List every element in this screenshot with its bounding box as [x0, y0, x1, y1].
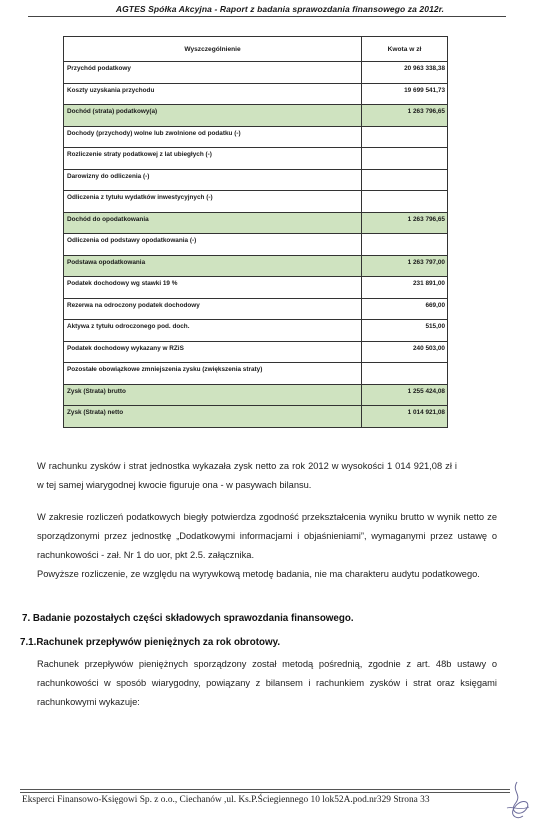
table-header-row — [64, 37, 448, 62]
row-label: Pozostałe obowiązkowe zmniejszenia zysku (zwiększenia straty) — [64, 363, 362, 385]
row-label: Podatek dochodowy wykazany w RZiS — [64, 341, 362, 363]
row-amount: 1 263 796,65 — [362, 212, 448, 234]
table-row — [64, 169, 448, 191]
profit-paragraph — [37, 457, 457, 495]
paragraph-text: Powyższe rozliczenie, ze względu na wyrywkową metodę badania, nie ma charakteru audytu podatkowego. — [37, 569, 480, 579]
row-amount — [362, 363, 448, 385]
row-amount: 231 891,00 — [362, 277, 448, 299]
row-amount: 1 255 424,08 — [362, 384, 448, 406]
header-rule — [28, 16, 506, 17]
page-footer: Eksperci Finansowo-Księgowi Sp. z o.o., Ciechanów ,ul. Ks.P.Ściegiennego 10 lok52A.pod.nr329 Strona 33 — [22, 795, 430, 805]
row-amount — [362, 234, 448, 256]
tax-settlement-paragraph — [37, 508, 497, 584]
row-amount: 20 963 338,38 — [362, 62, 448, 84]
table-row — [64, 148, 448, 170]
row-label: Dochód (strata) podatkowy(a) — [64, 105, 362, 127]
table-body — [64, 62, 448, 428]
footer-rule — [20, 789, 510, 790]
row-amount — [362, 169, 448, 191]
column-header: Wyszczególnienie — [64, 37, 362, 62]
table-row — [64, 83, 448, 105]
row-label: Podstawa opodatkowania — [64, 255, 362, 277]
row-amount: 515,00 — [362, 320, 448, 342]
section-heading-7-1: 7.1.Rachunek przepływów pieniężnych za rok obrotowy. — [20, 637, 281, 648]
row-label: Podatek dochodowy wg stawki 19 % — [64, 277, 362, 299]
section-heading-7: 7. Badanie pozostałych części składowych sprawozdania finansowego. — [22, 613, 354, 624]
row-label: Darowizny do odliczenia (-) — [64, 169, 362, 191]
row-amount: 669,00 — [362, 298, 448, 320]
table-row — [64, 277, 448, 299]
table-row — [64, 406, 448, 428]
table-row — [64, 320, 448, 342]
row-amount — [362, 148, 448, 170]
row-label: Odliczenia z tytułu wydatków inwestycyjnych (-) — [64, 191, 362, 213]
row-label: Dochód do opodatkowania — [64, 212, 362, 234]
paragraph-text: Rachunek przepływów pieniężnych sporządzony został metodą pośrednią, zgodnie z art. 48b ustawy o rachunkowości w sposób wiarygodny, powiązany z bilansem i rachunkiem zysków i strat oraz księgami rachunkowymi wykazuje: — [37, 659, 497, 707]
table-row — [64, 212, 448, 234]
footer-rule — [20, 792, 510, 793]
table-row — [64, 298, 448, 320]
paragraph-text: W rachunku zysków i strat jednostka wykazała zysk netto za rok 2012 w wysokości 1 014 921,08 zł i w tej samej wiarygodnej kwocie figuruje ona - w pasywach bilansu. — [37, 461, 457, 490]
row-label: Zysk (Strata) brutto — [64, 384, 362, 406]
row-label: Rezerwa na odroczony podatek dochodowy — [64, 298, 362, 320]
row-amount — [362, 191, 448, 213]
row-amount: 1 263 797,00 — [362, 255, 448, 277]
row-amount: 19 699 541,73 — [362, 83, 448, 105]
row-amount: 1 263 796,65 — [362, 105, 448, 127]
row-label: Aktywa z tytułu odroczonego pod. doch. — [64, 320, 362, 342]
table-row — [64, 255, 448, 277]
page-header: AGTES Spółka Akcyjna - Raport z badania sprawozdania finansowego za 2012r. — [115, 4, 445, 14]
paragraph-text: W zakresie rozliczeń podatkowych biegły potwierdza zgodność przekształcenia wyniku brutto w wynik netto ze sporządzonymi przez jednostkę „Dodatkowymi informacjami i objaśnieniami”, wymaganymi przez ustawę o rachunkowości - zał. Nr 1 do uor, pkt 2.5. załącznika. — [37, 512, 497, 560]
row-label: Zysk (Strata) netto — [64, 406, 362, 428]
row-label: Rozliczenie straty podatkowej z lat ubiegłych (-) — [64, 148, 362, 170]
table-row — [64, 191, 448, 213]
table-row — [64, 234, 448, 256]
table-row — [64, 105, 448, 127]
column-header: Kwota w zł — [362, 37, 448, 62]
tax-calculation-table — [63, 36, 448, 428]
table-row — [64, 126, 448, 148]
row-amount: 1 014 921,08 — [362, 406, 448, 428]
row-label: Koszty uzyskania przychodu — [64, 83, 362, 105]
row-label: Odliczenia od podstawy opodatkowania (-) — [64, 234, 362, 256]
row-amount: 240 503,00 — [362, 341, 448, 363]
table-row — [64, 62, 448, 84]
table-row — [64, 341, 448, 363]
row-label: Dochody (przychody) wolne lub zwolnione od podatku (-) — [64, 126, 362, 148]
row-label: Przychód podatkowy — [64, 62, 362, 84]
table-row — [64, 363, 448, 385]
cash-flow-paragraph — [37, 655, 497, 712]
table-row — [64, 384, 448, 406]
signature-icon — [503, 778, 533, 822]
row-amount — [362, 126, 448, 148]
